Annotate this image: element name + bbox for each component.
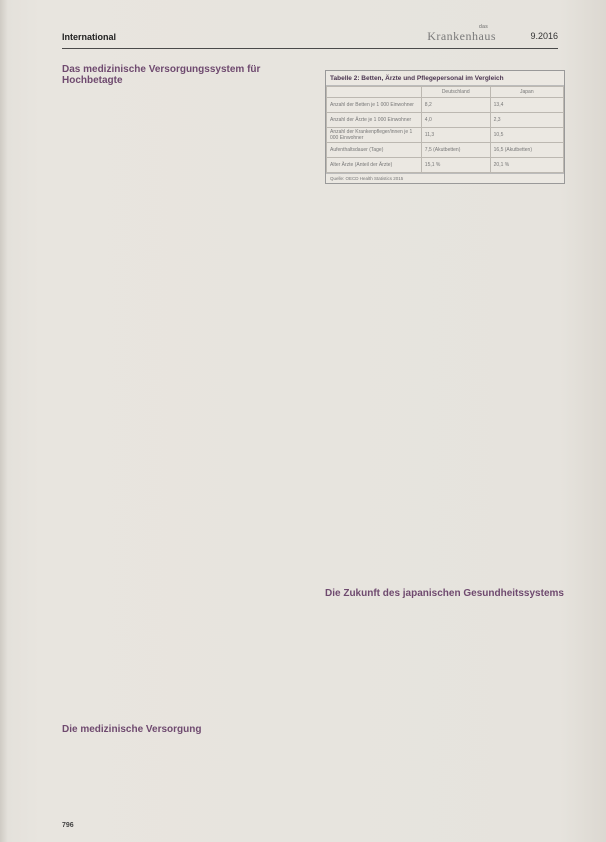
table-cell: 7,5 (Akutbetten) (421, 143, 490, 158)
table-cell: 4,0 (421, 113, 490, 128)
body-paragraph (325, 444, 565, 580)
body-paragraph (325, 192, 565, 442)
table-row (327, 158, 564, 173)
left-column (62, 64, 306, 795)
table-source-note: Quelle: OECD Health Statistics 2015 (326, 173, 564, 183)
table-cell: 11,3 (421, 128, 490, 143)
table-cell: Anzahl der Ärzte je 1 000 Einwohner (327, 113, 422, 128)
section-heading: Die Zukunft des japanischen Gesundheitssystems (325, 588, 564, 599)
table-row (327, 113, 564, 128)
article-heading: Das medizinische Versorgungssystem für Hochbetagte (62, 64, 261, 86)
table-row (327, 143, 564, 158)
table-cell: 10,5 (490, 128, 563, 143)
body-paragraph (62, 108, 306, 302)
table-cell: 15,1 % (421, 158, 490, 173)
table-cell: Anzahl der Betten je 1 000 Einwohner (327, 98, 422, 113)
table-row (327, 128, 564, 143)
page-number: 796 (62, 822, 74, 829)
section-label: International (62, 32, 117, 42)
table-cell: 13,4 (490, 98, 563, 113)
magazine-logo-small: das (479, 24, 488, 30)
table-header-cell: Japan (490, 87, 563, 98)
right-column (325, 70, 565, 757)
table-cell: 2,3 (490, 113, 563, 128)
data-table (326, 86, 564, 173)
body-paragraph (325, 607, 565, 757)
table-header-cell (327, 87, 422, 98)
table-cell: Aufenthaltsdauer (Tage) (327, 143, 422, 158)
table-cell: 16,5 (Akutbetten) (490, 143, 563, 158)
table-cell: Anzahl der Krankenpfleger/innen je 1 000 Einwohner (327, 128, 422, 143)
section-heading: Die medizinische Versorgung (62, 724, 202, 735)
table-cell: 20,1 % (490, 158, 563, 173)
table-cell: 8,2 (421, 98, 490, 113)
body-paragraph (62, 743, 306, 795)
comparison-table (325, 70, 565, 184)
body-paragraph (62, 468, 306, 716)
table-row (327, 98, 564, 113)
table-title: Tabelle 2: Betten, Ärzte und Pflegepersonal im Vergleich (326, 71, 564, 86)
table-header-row (327, 87, 564, 98)
body-paragraph (62, 308, 306, 464)
table-cell: Alter Ärzte (Anteil der Ärzte) (327, 158, 422, 173)
issue-number: 9.2016 (530, 31, 558, 41)
table-header-cell: Deutschland (421, 87, 490, 98)
page-header (62, 24, 558, 49)
magazine-logo: Krankenhaus (427, 29, 496, 43)
